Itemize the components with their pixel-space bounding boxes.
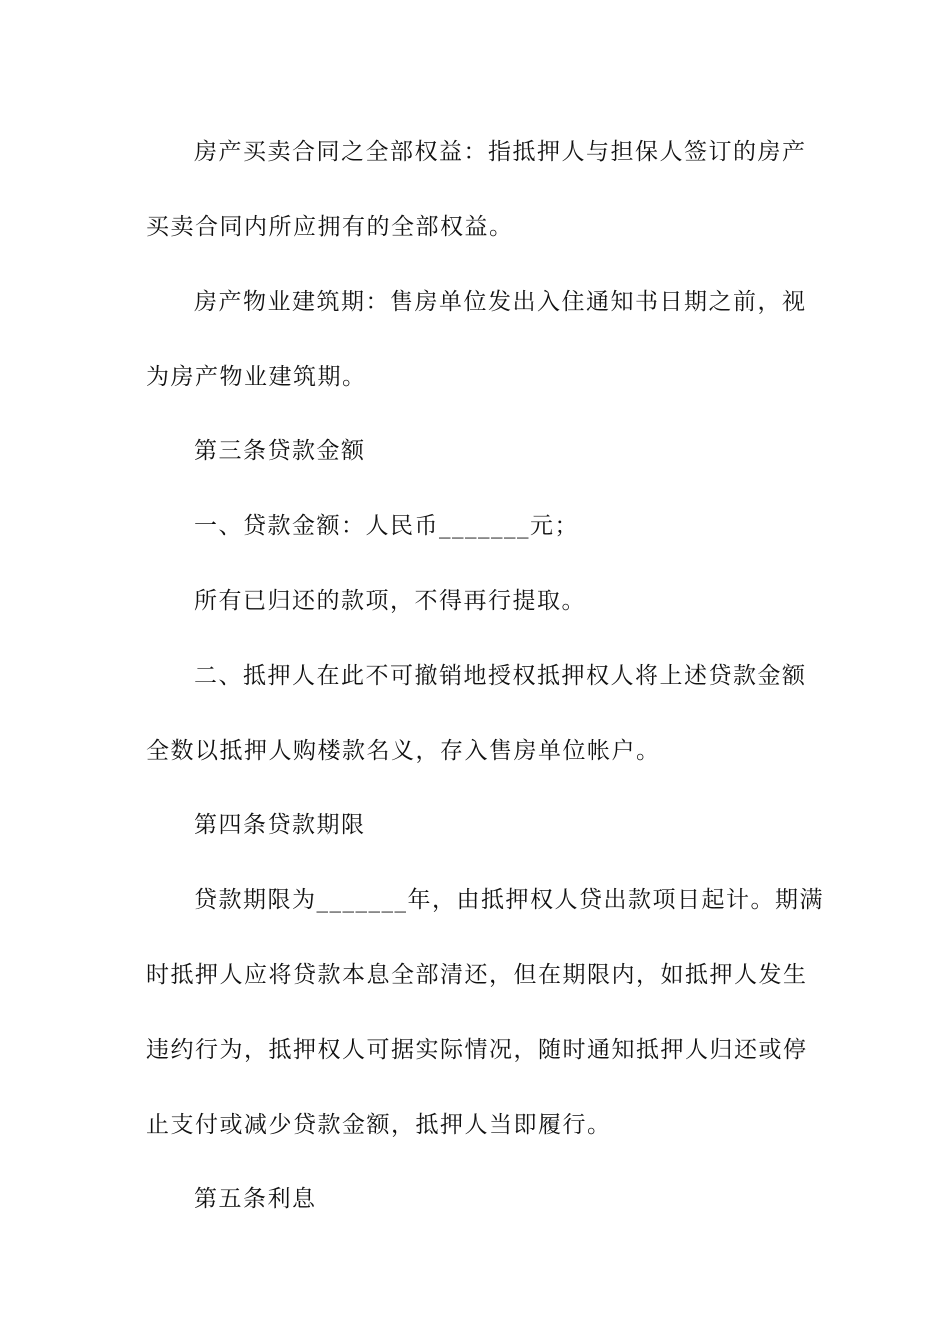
paragraph-line: 所有已归还的款项，不得再行提取。 — [194, 588, 586, 614]
paragraph-line: 买卖合同内所应拥有的全部权益。 — [146, 214, 514, 240]
paragraph-line: 房产买卖合同之全部权益：指抵押人与担保人签订的房产 — [194, 139, 807, 165]
paragraph-line: 为房产物业建筑期。 — [146, 364, 367, 390]
paragraph-line: 房产物业建筑期：售房单位发出入住通知书日期之前，视 — [194, 289, 807, 315]
paragraph-line: 一、贷款金额：人民币_______元； — [194, 513, 579, 539]
paragraph-line: 二、抵押人在此不可撤销地授权抵押权人将上述贷款金额 — [194, 663, 807, 689]
paragraph-line: 止支付或减少贷款金额，抵押人当即履行。 — [146, 1112, 612, 1138]
paragraph-line: 全数以抵押人购楼款名义，存入售房单位帐户。 — [146, 738, 661, 764]
section-heading: 第三条贷款金额 — [194, 438, 366, 464]
paragraph-line: 违约行为，抵押权人可据实际情况，随时通知抵押人归还或停 — [146, 1037, 808, 1063]
paragraph-line: 贷款期限为_______年，由抵押权人贷出款项日起计。期满 — [194, 887, 824, 913]
paragraph-line: 时抵押人应将贷款本息全部清还，但在期限内，如抵押人发生 — [146, 962, 808, 988]
section-heading: 第五条利息 — [194, 1186, 317, 1212]
section-heading: 第四条贷款期限 — [194, 812, 366, 838]
